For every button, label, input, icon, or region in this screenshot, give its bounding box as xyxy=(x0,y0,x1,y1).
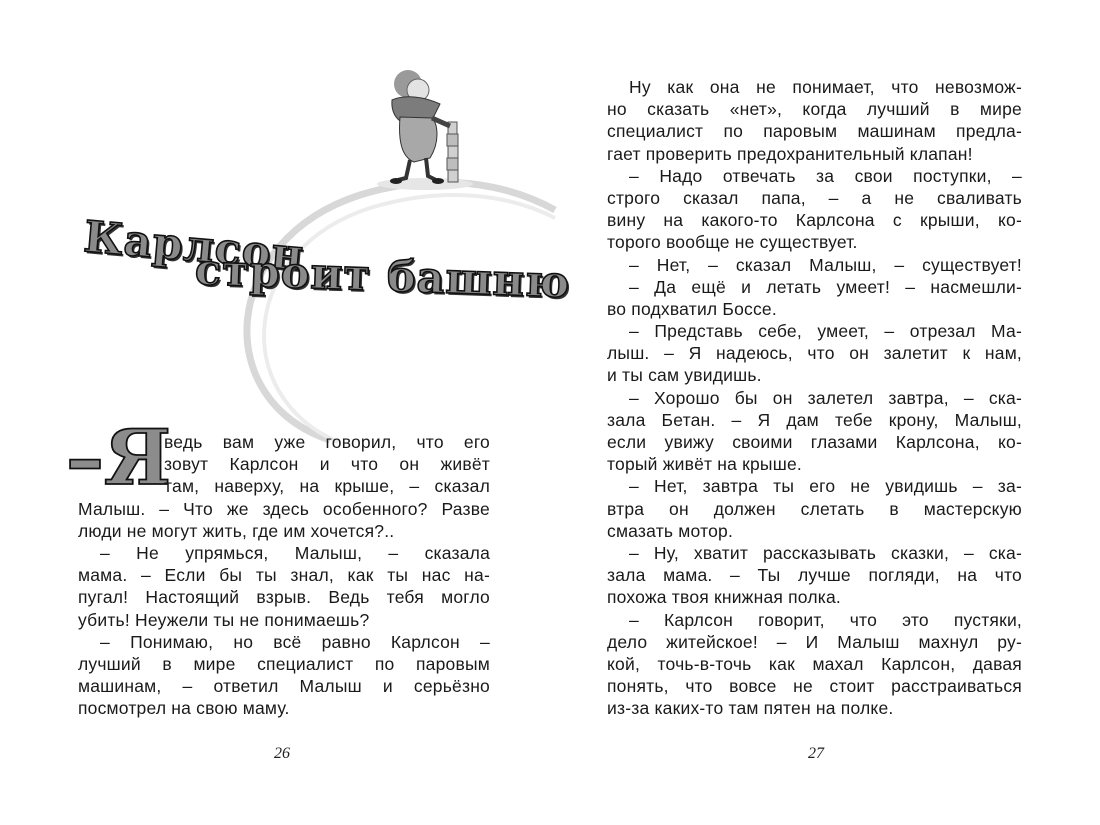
text-line: зовут Карлсон и что он живёт xyxy=(164,454,490,475)
boy-with-block-tower-illustration xyxy=(370,62,480,192)
drop-cap: –Я xyxy=(66,413,172,502)
text-line: лыш. – Я надеюсь, что он залетит к нам, xyxy=(607,343,1022,364)
text-line: – Нет, – сказал Малыш, – существует! xyxy=(629,254,1022,275)
text-line: понять, что вовсе не стоит расстраиваться xyxy=(607,676,1022,697)
text-line: – Понимаю, но всё равно Карлсон – xyxy=(100,631,490,652)
page-number-left: 26 xyxy=(274,745,290,762)
text-line: но сказать «нет», когда лучший в мире xyxy=(607,99,1022,120)
text-line: гает проверить предохранительный клапан! xyxy=(607,143,973,164)
text-line: лучший в мире специалист по паровым xyxy=(78,653,490,674)
left-page-text xyxy=(78,431,490,719)
text-line: мама. – Если бы ты знал, как ты нас на- xyxy=(78,565,490,586)
text-line: убить! Неужели ты не понимаешь? xyxy=(78,609,370,630)
text-line: – Хорошо бы он залетел завтра, – ска- xyxy=(629,387,1022,408)
right-page xyxy=(550,0,1100,825)
text-line: кой, точь-в-точь как махал Карлсон, давая xyxy=(607,653,1022,674)
text-line: там, наверху, на крыше, – сказал xyxy=(164,476,490,497)
text-line: и ты сам увидишь. xyxy=(607,365,762,386)
text-line: – Да ещё и летать умеет! – насмешли- xyxy=(629,276,1022,297)
text-line: похожа твоя книжная полка. xyxy=(607,587,841,608)
text-line: Малыш. – Что же здесь особенного? Разве xyxy=(78,498,490,519)
text-line: смазать мотор. xyxy=(607,520,734,541)
text-line: торый живёт на крыше. xyxy=(607,454,802,475)
text-line: Ну как она не понимает, что невозмож- xyxy=(629,77,1022,97)
text-line: посмотрел на свою маму. xyxy=(78,698,290,719)
text-line: – Нет, завтра ты его не увидишь – за- xyxy=(629,476,1022,497)
text-line: во подхватил Боссе. xyxy=(607,298,777,319)
text-line: вину на какого-то Карлсона с крыши, ко- xyxy=(607,210,1022,231)
text-line: дело житейское! – И Малыш махнул ру- xyxy=(607,631,1022,652)
chapter-title-line-2: строит башню xyxy=(194,245,572,309)
text-line: зала мама. – Ты лучше погляди, на что xyxy=(607,565,1022,586)
text-line: втра он должен слетать в мастерскую xyxy=(607,498,1022,519)
text-line: – Карлсон говорит, что это пустяки, xyxy=(629,609,1022,630)
text-line: люди не могут жить, где им хочется?.. xyxy=(78,520,395,541)
text-line: строго сказал папа, – а не сваливать xyxy=(607,187,1022,208)
chapter-title-line-1: Карлсон xyxy=(81,212,307,282)
text-line: зала Бетан. – Я дам тебе крону, Малыш, xyxy=(607,409,1022,430)
text-line: если увижу своими глазами Карлсона, ко- xyxy=(607,432,1022,452)
page-number-right: 27 xyxy=(808,745,824,762)
text-line: торого вообще не существует. xyxy=(607,232,858,253)
text-line: пугал! Настоящий взрыв. Ведь тебя могло xyxy=(78,587,490,608)
right-page-text xyxy=(607,76,1022,719)
text-line: – Не упрямься, Малыш, – сказала xyxy=(100,542,490,563)
text-line: – Представь себе, умеет, – отрезал Ма- xyxy=(629,321,1022,342)
text-line: ведь вам уже говорил, что его xyxy=(164,432,490,452)
text-line: – Ну, хватит рассказывать сказки, – ска- xyxy=(629,542,1022,563)
text-line: – Надо отвечать за свои поступки, – xyxy=(629,165,1022,186)
text-line: машинам, – ответил Малыш и серьёзно xyxy=(78,676,490,697)
text-line: специалист по паровым машинам предла- xyxy=(607,121,1022,142)
text-line: из-за каких-то там пятен на полке. xyxy=(607,698,894,719)
